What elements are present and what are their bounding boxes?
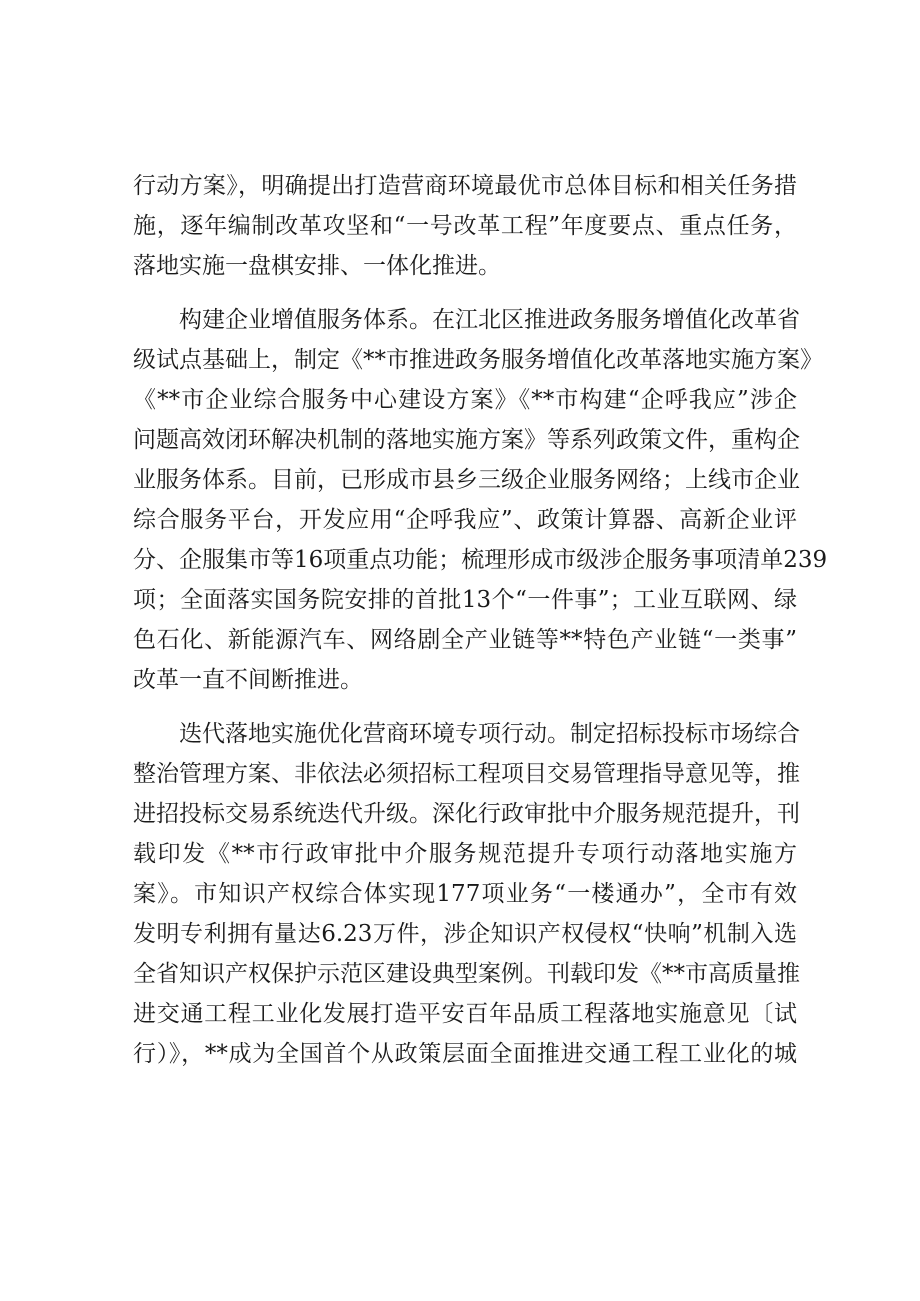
text-line: 全省知识产权保护示范区建设典型案例。刊载印发《**市高质量推	[133, 961, 800, 987]
text-line: 《**市企业综合服务中心建设方案》《**市构建“企呼我应”涉企	[133, 387, 797, 413]
text-line: 进招投标交易系统迭代升级。深化行政审批中介服务规范提升，刊	[133, 801, 800, 827]
paragraph-spacer	[133, 700, 797, 714]
text-line: 案》。市知识产权综合体实现177项业务“一楼通办”，全市有效	[133, 881, 797, 907]
text-line: 行）》，**成为全国首个从政策层面全面推进交通工程工业化的城	[133, 1041, 797, 1067]
text-line: 构建企业增值服务体系。在江北区推进政务服务增值化改革省	[133, 307, 800, 333]
text-line: 行动方案》，明确提出打造营商环境最优市总体目标和相关任务措	[133, 173, 797, 199]
text-line: 分、企服集市等16项重点功能；梳理形成市级涉企服务事项清单239	[133, 547, 828, 573]
text-line: 改革一直不间断推进。	[133, 667, 363, 693]
document-body	[133, 166, 828, 1074]
text-line: 综合服务平台，开发应用“企呼我应”、政策计算器、高新企业评	[133, 507, 797, 533]
text-line: 发明专利拥有量达6.23万件，涉企知识产权侵权“快响”机制入选	[133, 921, 797, 947]
paragraph-action-plan	[133, 166, 797, 286]
paragraph-spacer	[133, 286, 797, 300]
text-line: 整治管理方案、非依法必须招标工程项目交易管理指导意见等，推	[133, 761, 800, 787]
text-line: 载印发《**市行政审批中介服务规范提升专项行动落地实施方	[133, 841, 797, 867]
paragraph-enterprise-services	[133, 300, 828, 700]
text-line: 业服务体系。目前，已形成市县乡三级企业服务网络；上线市企业	[133, 467, 800, 493]
text-line: 色石化、新能源汽车、网络剧全产业链等**特色产业链“一类事”	[133, 627, 797, 653]
text-line: 落地实施一盘棋安排、一体化推进。	[133, 253, 501, 279]
text-line: 施，逐年编制改革攻坚和“一号改革工程”年度要点、重点任务，	[133, 213, 797, 239]
text-line: 进交通工程工业化发展打造平安百年品质工程落地实施意见〔试	[133, 1001, 797, 1027]
paragraph-special-actions	[133, 714, 800, 1074]
text-line: 问题高效闭环解决机制的落地实施方案》等系列政策文件，重构企	[133, 427, 800, 453]
text-line: 迭代落地实施优化营商环境专项行动。制定招标投标市场综合	[133, 721, 800, 747]
text-line: 项；全面落实国务院安排的首批13个“一件事”；工业互联网、绿	[133, 587, 797, 613]
text-line: 级试点基础上，制定《**市推进政务服务增值化改革落地实施方案》	[133, 347, 823, 373]
